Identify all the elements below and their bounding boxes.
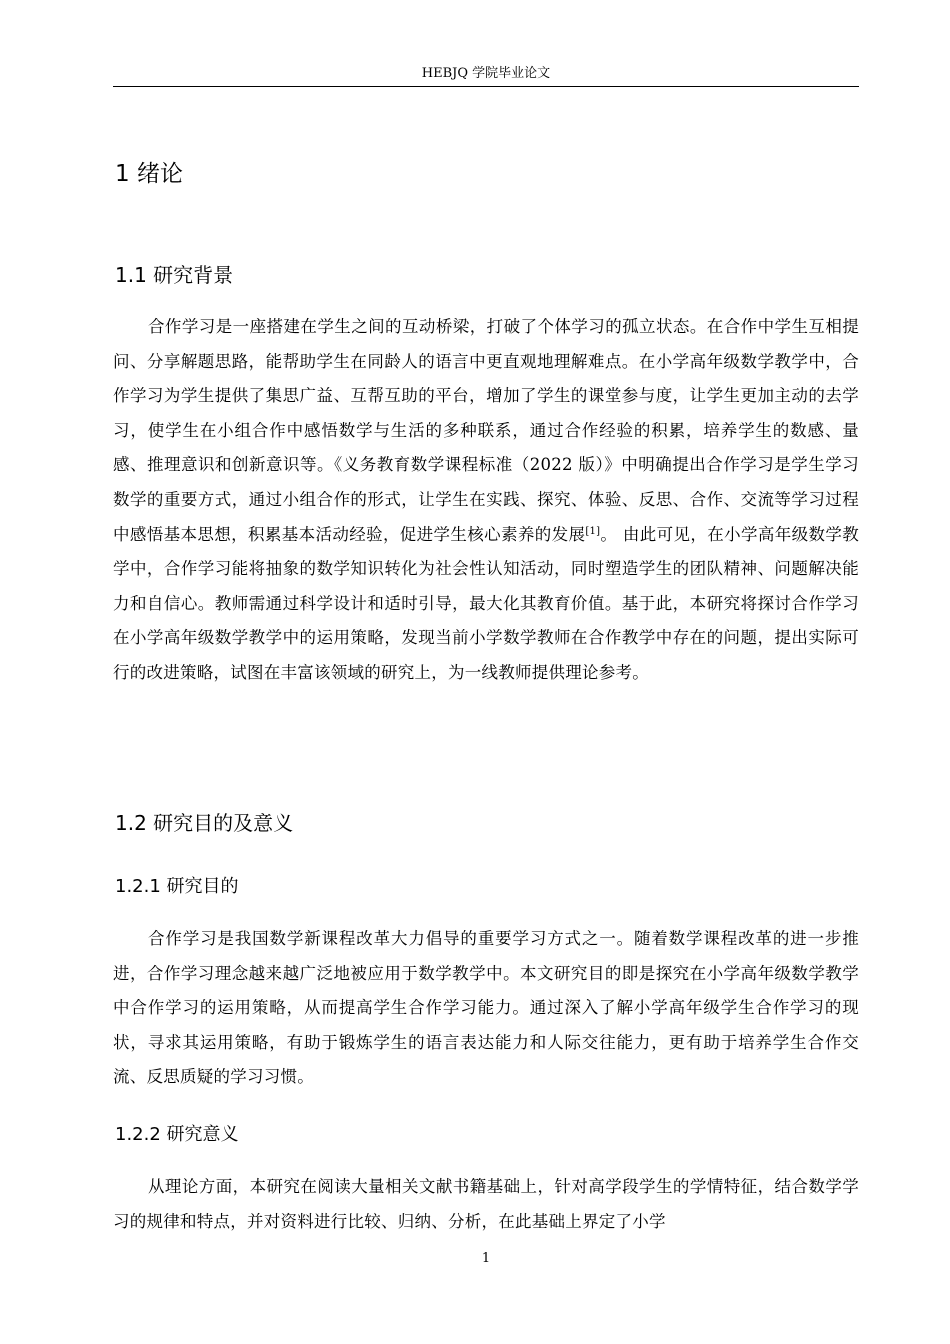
citation-ref[interactable]: [1] bbox=[585, 525, 601, 537]
paragraph-research-purpose: 合作学习是我国数学新课程改革大力倡导的重要学习方式之一。随着数学课程改革的进一步推进，合作学习理念越来越广泛地被应用于数学教学中。本文研究目的即是探究在小学高年级数学教学中合作学习的运用策略，从而提高学生合作学习能力。通过深入了解小学高年级学生合作学习的现状，寻求其运用策略，有助于锻炼学生的语言表达能力和人际交往能力，更有助于培养学生合作交流、反思质疑的学习习惯。 bbox=[113, 929, 859, 1087]
section-heading-1-2: 1.2 研究目的及意义 bbox=[115, 811, 294, 835]
paragraph-research-significance: 从理论方面，本研究在阅读大量相关文献书籍基础上，针对高学段学生的学情特征，结合数学学习的规律和特点，并对资料进行比较、归纳、分析，在此基础上界定了小学 bbox=[113, 1177, 859, 1231]
page-header: HEBJQ 学院毕业论文 bbox=[421, 66, 551, 81]
subsection-heading-1-2-2: 1.2.2 研究意义 bbox=[115, 1124, 239, 1145]
header-divider bbox=[113, 86, 859, 87]
chapter-title: 1 绪论 bbox=[115, 161, 183, 187]
background-text-part-2: 。 由此可见，在小学高年级数学教学中，合作学习能将抽象的数学知识转化为社会性认知活动，同时塑造学生的团队精神、问题解决能力和自信心。教师需通过科学设计和适时引导，最大化其教育价值。基于此，本研究将探讨合作学习在小学高年级数学教学中的运用策略，发现当前小学数学教师在合作教学中存在的问题，提出实际可行的改进策略，试图在丰富该领域的研究上，为一线教师提供理论参考。 bbox=[113, 524, 859, 682]
background-text-part-1: 合作学习是一座搭建在学生之间的互动桥梁，打破了个体学习的孤立状态。在合作中学生互相提问、分享解题思路，能帮助学生在同龄人的语言中更直观地理解难点。在小学高年级数学教学中，合作学习为学生提供了集思广益、互帮互助的平台，增加了学生的课堂参与度，让学生更加主动的去学习，使学生在小组合作中感悟数学与生活的多种联系，通过合作经验的积累，培养学生的数感、量感、推理意识和创新意识等。《义务教育数学课程标准（2022 版）》中明确提出合作学习是学生学习数学的重要方式，通过小组合作的形式，让学生在实践、探究、体验、反思、合作、交流等学习过程中感悟基本思想，积累基本活动经验，促进学生核心素养的发展 bbox=[113, 317, 859, 544]
section-heading-1-1: 1.1 研究背景 bbox=[115, 263, 234, 287]
paragraph-research-background bbox=[113, 310, 859, 691]
page-number: 1 bbox=[481, 1251, 491, 1266]
subsection-heading-1-2-1: 1.2.1 研究目的 bbox=[115, 876, 239, 897]
